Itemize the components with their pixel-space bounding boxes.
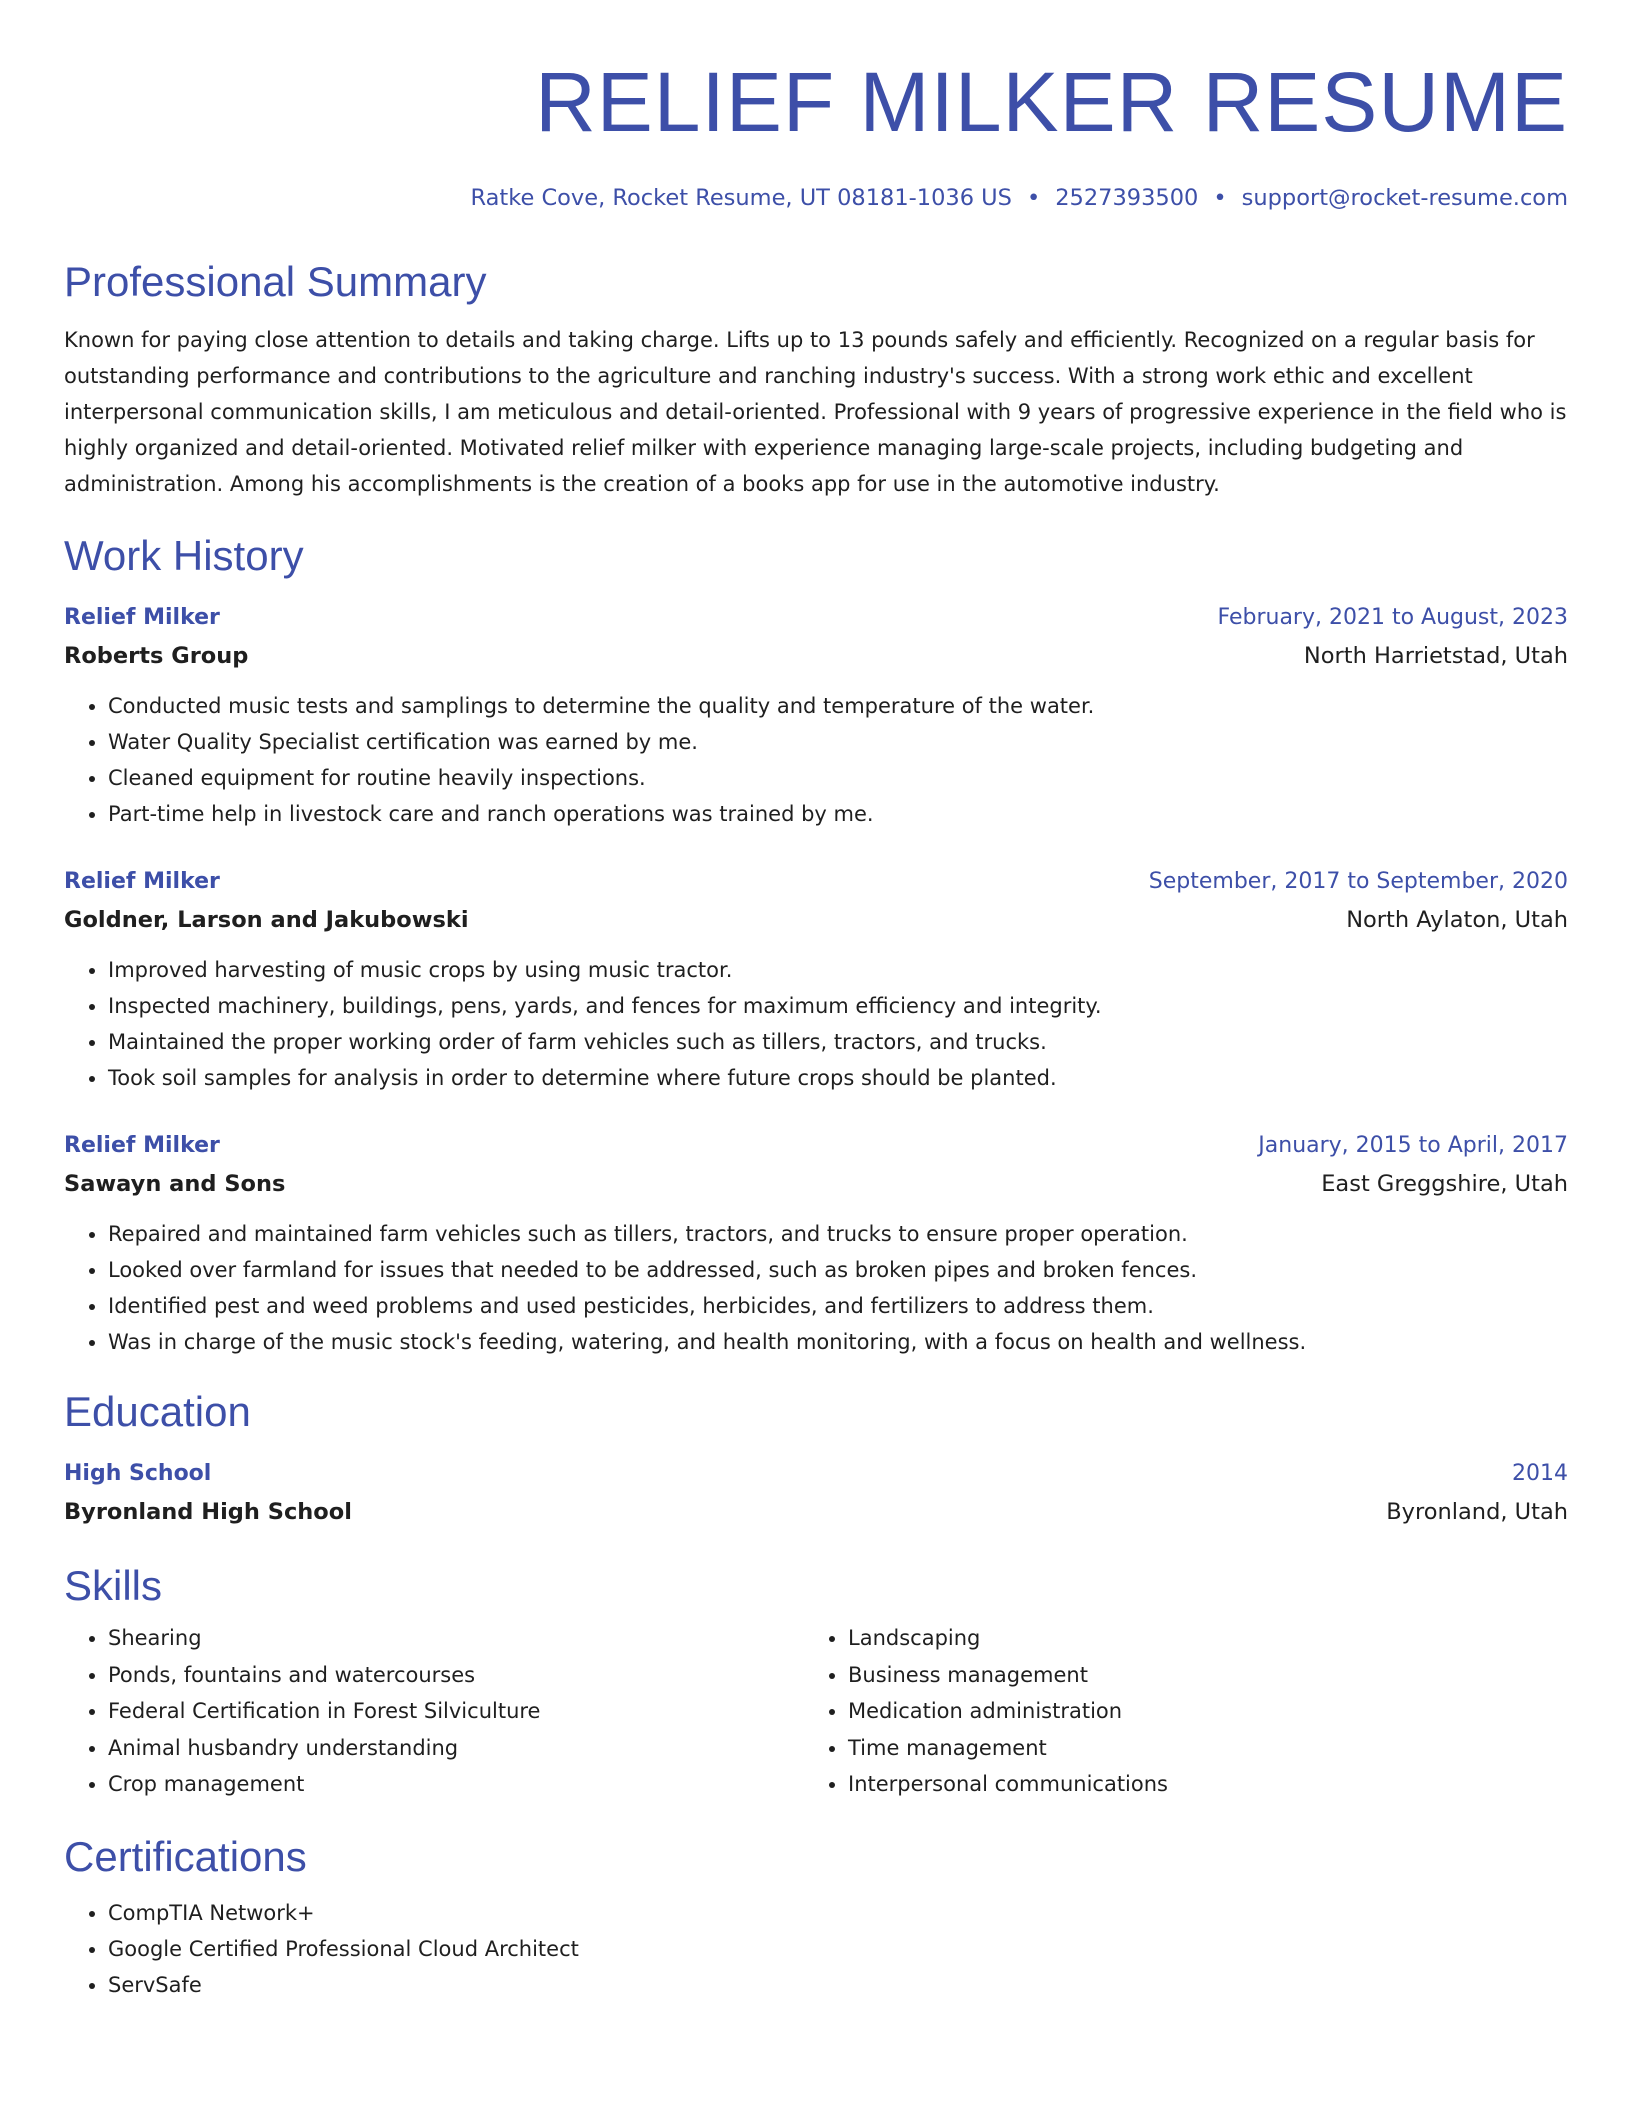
job-bullet: • Improved harvesting of music crops by using music tractor. — [108, 952, 1568, 988]
skill-item: • Landscaping — [848, 1620, 1544, 1657]
contact-address: Ratke Cove, Rocket Resume, UT 08181-1036 US — [470, 185, 1012, 211]
job-company: Roberts Group — [64, 643, 249, 669]
skills-grid — [64, 1620, 1568, 1803]
contact-email: support@rocket-resume.com — [1241, 185, 1568, 211]
job-entry — [64, 600, 1568, 832]
resume-name: RELIEF MILKER RESUME — [535, 55, 1568, 149]
job-location: East Greggshire, Utah — [1321, 1171, 1568, 1197]
job-role: Relief Milker — [64, 869, 220, 894]
skill-item: • Crop management — [108, 1766, 804, 1803]
skill-item: • Shearing — [108, 1620, 804, 1657]
job-location: North Harrietstad, Utah — [1303, 643, 1568, 669]
job-company: Goldner, Larson and Jakubowski — [64, 907, 469, 933]
job-bullet: • Identified pest and weed problems and used pesticides, herbicides, and fertilizers to address them. — [108, 1288, 1568, 1324]
skill-item: • Animal husbandry understanding — [108, 1730, 804, 1767]
job-bullet: • Inspected machinery, buildings, pens, yards, and fences for maximum efficiency and integrity. — [108, 988, 1568, 1024]
education-heading: Education — [64, 1388, 251, 1435]
skill-item: • Interpersonal communications — [848, 1766, 1544, 1803]
skill-item: • Ponds, fountains and watercourses — [108, 1657, 804, 1694]
job-bullets — [64, 688, 1568, 832]
certification-item: • CompTIA Network+ — [108, 1895, 1568, 1931]
education-location: Byronland, Utah — [1386, 1499, 1568, 1525]
contact-line — [64, 182, 1568, 214]
job-entry — [64, 864, 1568, 1096]
job-company: Sawayn and Sons — [64, 1171, 286, 1197]
certifications-list — [64, 1895, 1568, 2003]
education-entry — [64, 1456, 1568, 1532]
job-bullet: • Took soil samples for analysis in order to determine where future crops should be planted. — [108, 1060, 1568, 1096]
contact-separator: • — [1026, 185, 1041, 211]
job-bullet: • Was in charge of the music stock's feeding, watering, and health monitoring, with a focus on health and wellness. — [108, 1324, 1568, 1360]
certifications-heading: Certifications — [64, 1832, 307, 1880]
skill-item: • Medication administration — [848, 1693, 1544, 1730]
job-bullet: • Repaired and maintained farm vehicles such as tillers, tractors, and trucks to ensure proper operation. — [108, 1216, 1568, 1252]
certification-item: • Google Certified Professional Cloud Architect — [108, 1931, 1568, 1967]
job-role: Relief Milker — [64, 1133, 220, 1158]
skills-heading: Skills — [64, 1562, 163, 1609]
job-bullet: • Water Quality Specialist certification was earned by me. — [108, 724, 1568, 760]
job-location: North Aylaton, Utah — [1346, 907, 1568, 933]
skills-list-right — [804, 1620, 1544, 1803]
skill-item: • Federal Certification in Forest Silviculture — [108, 1693, 804, 1730]
skill-item: • Time management — [848, 1730, 1544, 1767]
job-bullet: • Maintained the proper working order of farm vehicles such as tillers, tractors, and trucks. — [108, 1024, 1568, 1060]
job-dates: September, 2017 to September, 2020 — [1148, 869, 1568, 894]
contact-phone: 2527393500 — [1055, 185, 1199, 211]
skills-list-left — [64, 1620, 804, 1803]
summary-heading: Professional Summary — [64, 258, 487, 305]
education-degree: High School — [64, 1461, 212, 1486]
education-school: Byronland High School — [64, 1499, 352, 1525]
work-history-heading: Work History — [64, 532, 304, 579]
job-bullet: • Part-time help in livestock care and ranch operations was trained by me. — [108, 796, 1568, 832]
job-bullet: • Cleaned equipment for routine heavily inspections. — [108, 760, 1568, 796]
job-bullet: • Looked over farmland for issues that needed to be addressed, such as broken pipes and broken fences. — [108, 1252, 1568, 1288]
job-bullet: • Conducted music tests and samplings to determine the quality and temperature of the water. — [108, 688, 1568, 724]
job-bullets — [64, 1216, 1568, 1360]
job-role: Relief Milker — [64, 605, 220, 630]
certification-item: • ServSafe — [108, 1967, 1568, 2003]
job-dates: February, 2021 to August, 2023 — [1217, 605, 1568, 630]
job-entry — [64, 1128, 1568, 1360]
skill-item: • Business management — [848, 1657, 1544, 1694]
education-year: 2014 — [1512, 1461, 1568, 1486]
job-bullets — [64, 952, 1568, 1096]
summary-text: Known for paying close attention to details and taking charge. Lifts up to 13 pounds safely and efficiently. Recognized on a regular basis for outstanding performance and contributions to the agriculture and ranching industry's success. With a strong work ethic and excellent interpersonal communication skills, I am meticulous and detail-oriented. Professional with 9 years of progressive experience in the field who is highly organized and detail-oriented. Motivated relief milker with experience managing large-scale projects, including budgeting and administration. Among his accomplishments is the creation of a books app for use in the automotive industry. — [64, 328, 1567, 496]
contact-separator: • — [1213, 185, 1227, 211]
job-dates: January, 2015 to April, 2017 — [1258, 1133, 1568, 1158]
